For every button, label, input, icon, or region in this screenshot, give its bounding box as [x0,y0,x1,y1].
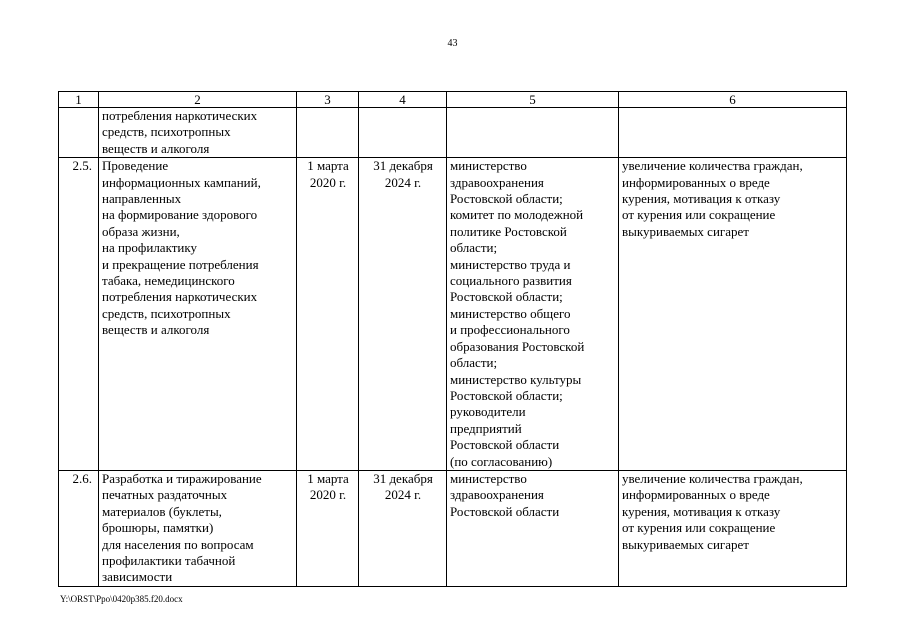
column-header: 1 [59,92,99,108]
executors-cell: министерство здравоохранения Ростовской области; комитет по молодежной политике Ростовской области; министерство труда и социального развития Ростовской области; министерство общего и профессионального образования Ростовской области; министерство культуры Ростовской области; руководители предприятий Ростовской области (по согласованию) [447,158,619,471]
executors-cell [447,108,619,158]
result-cell: увеличение количества граждан, информированных о вреде курения, мотивация к отказу от курения или сокращение выкуриваемых сигарет [619,158,847,471]
column-header: 5 [447,92,619,108]
table-row [59,470,847,586]
start-date-cell [297,108,359,158]
start-date-cell: 1 марта 2020 г. [297,158,359,471]
row-number-cell [59,108,99,158]
document-path-footer: Y:\ORST\Ppo\0420p385.f20.docx [60,594,183,604]
result-cell [619,108,847,158]
activity-cell: Разработка и тиражирование печатных раздаточных материалов (буклеты, брошюры, памятки) для населения по вопросам профилактики табачной зависимости [99,470,297,586]
end-date-cell: 31 декабря 2024 г. [359,158,447,471]
activity-cell: Проведение информационных кампаний, направленных на формирование здорового образа жизни, на профилактику и прекращение потребления табака, немедицинского потребления наркотических средств, психотропных веществ и алкоголя [99,158,297,471]
column-header: 3 [297,92,359,108]
table-row [59,158,847,471]
column-header: 6 [619,92,847,108]
column-number-row [59,92,847,108]
result-cell: увеличение количества граждан, информированных о вреде курения, мотивация к отказу от курения или сокращение выкуриваемых сигарет [619,470,847,586]
table-row-continuation [59,108,847,158]
start-date-cell: 1 марта 2020 г. [297,470,359,586]
column-header: 2 [99,92,297,108]
row-number-cell: 2.5. [59,158,99,471]
activities-table [58,91,847,587]
activity-cell: потребления наркотических средств, психотропных веществ и алкоголя [99,108,297,158]
end-date-cell [359,108,447,158]
end-date-cell: 31 декабря 2024 г. [359,470,447,586]
page-number: 43 [447,38,458,49]
row-number-cell: 2.6. [59,470,99,586]
executors-cell: министерство здравоохранения Ростовской области [447,470,619,586]
column-header: 4 [359,92,447,108]
